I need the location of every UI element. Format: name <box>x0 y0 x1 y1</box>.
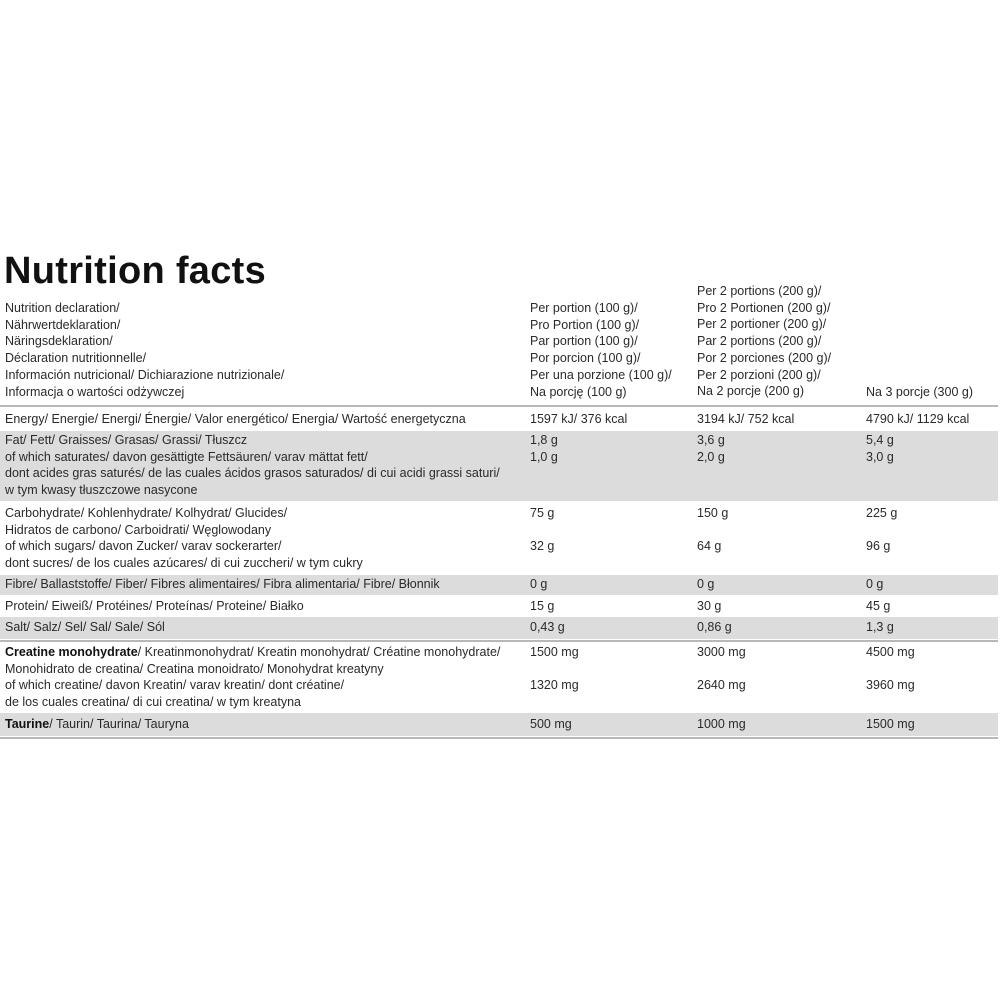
row-value-2: 1000 mg <box>697 717 746 731</box>
row-value-1: 15 g <box>530 599 555 613</box>
row-label-rest: / Taurin/ Taurina/ Tauryna <box>49 717 189 731</box>
table-row-carbohydrate <box>0 502 998 574</box>
row-value-2: 0,86 g <box>697 620 732 634</box>
row-value-3: 4790 kJ/ 1129 kcal <box>866 412 970 426</box>
row-value-3: 1500 mg <box>866 717 915 731</box>
row-label: Fat/ Fett/ Graisses/ Grasas/ Grassi/ Tłuszcz of which saturates/ davon gesättigte Fettsäuren/ varav mättat fett/ dont acides gras saturés/ de las cuales ácidos grasos saturados/ di cui acidi grassi saturi/ w tym kwasy tłuszczowe nasycone <box>5 433 500 498</box>
row-value-1: 75 g 32 g <box>530 506 555 554</box>
row-value-2: 0 g <box>697 577 715 591</box>
row-label <box>5 644 500 711</box>
header-col-2: Per 2 portions (200 g)/ Pro 2 Portionen (200 g)/ Per 2 portioner (200 g)/ Par 2 portions (200 g)/ Por 2 porciones (200 g)/ Per 2 porzioni (200 g)/ Na 2 porcje (200 g) <box>697 284 832 399</box>
table-row-fat <box>0 431 998 501</box>
row-label-bold: Taurine <box>5 717 50 731</box>
row-label: Fibre/ Ballaststoffe/ Fiber/ Fibres alimentaires/ Fibra alimentaria/ Fibre/ Błonnik <box>5 577 440 591</box>
table-row-energy <box>0 408 998 430</box>
row-value-3: 0 g <box>866 577 884 591</box>
row-label: Energy/ Energie/ Energi/ Énergie/ Valor energético/ Energia/ Wartość energetyczna <box>5 412 466 426</box>
table-row-salt <box>0 617 998 639</box>
row-label: Protein/ Eiweiß/ Protéines/ Proteínas/ Proteine/ Białko <box>5 599 304 613</box>
table-row-protein <box>0 596 998 616</box>
divider <box>0 405 998 407</box>
table-row-fibre <box>0 575 998 595</box>
row-value-3: 5,4 g 3,0 g <box>866 433 894 464</box>
row-value-1: 0,43 g <box>530 620 565 634</box>
row-value-2: 150 g 64 g <box>697 506 729 554</box>
row-value-2: 3000 mg 2640 mg <box>697 645 746 693</box>
row-value-1: 1597 kJ/ 376 kcal <box>530 412 628 426</box>
row-value-3: 1,3 g <box>866 620 894 634</box>
divider <box>0 640 998 642</box>
row-value-3: 45 g <box>866 599 891 613</box>
row-value-1: 1,8 g 1,0 g <box>530 433 558 464</box>
table-row-creatine <box>0 643 998 713</box>
header-col-3: Na 3 porcje (300 g) <box>866 385 974 399</box>
row-label: Salt/ Salz/ Sel/ Sal/ Sale/ Sól <box>5 620 165 634</box>
row-value-1: 500 mg <box>530 717 572 731</box>
row-label-rest: / Kreatinmonohydrat/ Kreatin monohydrat/ Créatine monohydrate/ Monohidrato de creatina/ Creatina monoidrato/ Monohydrat kreatyny of which creatine/ davon Kreatin/ varav kreatin/ dont créatine/ de los cuales creatina/ di cui creatina/ w tym kreatyna <box>5 645 501 710</box>
row-value-2: 30 g <box>697 599 722 613</box>
header-label: Nutrition declaration/ Nährwertdeklaration/ Näringsdeklaration/ Déclaration nutritionnelle/ Información nutricional/ Dichiarazione nutrizionale/ Informacja o wartości odżywczej <box>5 301 285 399</box>
row-label-bold: Creatine monohydrate <box>5 645 138 659</box>
row-value-1: 0 g <box>530 577 548 591</box>
row-value-1: 1500 mg 1320 mg <box>530 645 579 693</box>
row-label <box>5 716 189 733</box>
table-row-taurine <box>0 713 998 736</box>
row-value-2: 3194 kJ/ 752 kcal <box>697 412 795 426</box>
row-value-3: 225 g 96 g <box>866 506 898 554</box>
row-label: Carbohydrate/ Kohlenhydrate/ Kolhydrat/ Glucides/ Hidratos de carbono/ Carboidrati/ Węglowodany of which sugars/ davon Zucker/ varav sockerarter/ dont sucres/ de los cuales azúcares/ di cui zuccheri/ w tym cukry <box>5 506 363 571</box>
divider <box>0 737 998 739</box>
page-title: Nutrition facts <box>4 250 267 292</box>
row-value-2: 3,6 g 2,0 g <box>697 433 725 464</box>
header-col-1: Per portion (100 g)/ Pro Portion (100 g)/ Par portion (100 g)/ Por porcion (100 g)/ Per una porzione (100 g)/ Na porcję (100 g) <box>530 301 672 399</box>
row-value-3: 4500 mg 3960 mg <box>866 645 915 693</box>
